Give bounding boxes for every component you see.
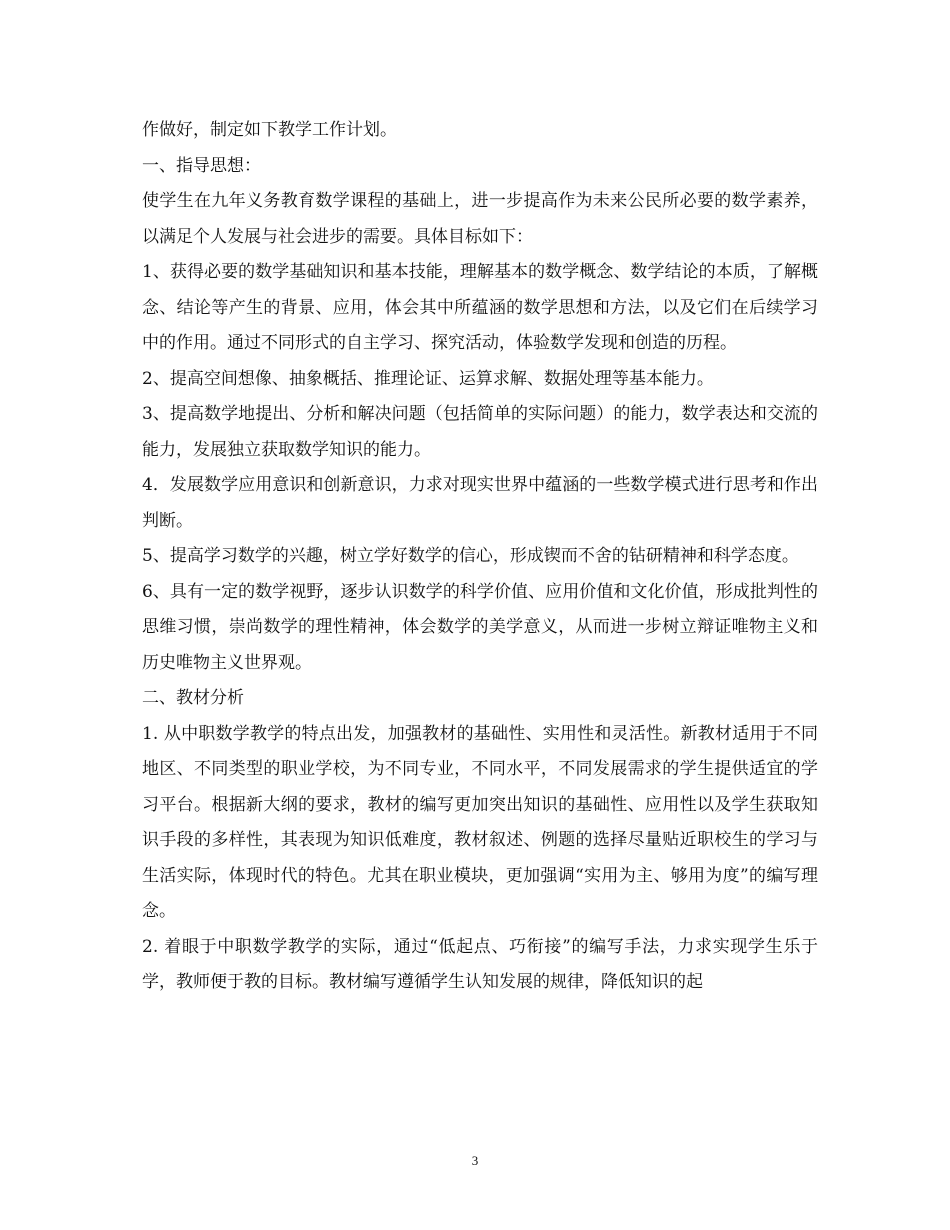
goal-item-3: 3、提高数学地提出、分析和解决问题（包括简单的实际问题）的能力，数学表达和交流的能力，发展独立获取数学知识的能力。 (142, 404, 818, 460)
heading-textbook-analysis: 二、教材分析 (142, 688, 244, 708)
page-body (142, 113, 818, 1001)
analysis-item-2: 2. 着眼于中职数学教学的实际，通过“低起点、巧衔接”的编写手法，力求实现学生乐于学，教师便于教的目标。教材编写遵循学生认知发展的规律，降低知识的起 (142, 936, 818, 992)
page-number: 3 (471, 1153, 479, 1168)
goal-item-2: 2、提高空间想像、抽象概括、推理论证、运算求解、数据处理等基本能力。 (142, 368, 714, 389)
goal-item-4: 4．发展数学应用意识和创新意识，力求对现实世界中蕴涵的一些数学模式进行思考和作出判断。 (142, 475, 818, 531)
heading-guiding-ideology: 一、指导思想： (142, 155, 261, 176)
paragraph-goal-intro: 使学生在九年义务教育数学课程的基础上，进一步提高作为未来公民所必要的数学素养，以满足个人发展与社会进步的需要。具体目标如下： (142, 191, 818, 247)
paragraph-continuation: 作做好，制定如下教学工作计划。 (142, 120, 397, 140)
analysis-item-1: 1. 从中职数学教学的特点出发，加强教材的基础性、实用性和灵活性。新教材适用于不同地区、不同类型的职业学校，为不同专业，不同水平，不同发展需求的学生提供适宜的学习平台。根据新大纲的要求，教材的编写更加突出知识的基础性、应用性以及学生获取知识手段的多样性，其表现为知识低难度，教材叙述、例题的选择尽量贴近职校生的学习与生活实际，体现时代的特色。尤其在职业模块，更加强调“实用为主、够用为度”的编写理念。 (142, 723, 818, 921)
goal-item-1: 1、获得必要的数学基础知识和基本技能，理解基本的数学概念、数学结论的本质，了解概念、结论等产生的背景、应用，体会其中所蕴涵的数学思想和方法，以及它们在后续学习中的作用。通过不同形式的自主学习、探究活动，体验数学发现和创造的历程。 (142, 262, 818, 353)
goal-item-5: 5、提高学习数学的兴趣，树立学好数学的信心，形成锲而不舍的钻研精神和科学态度。 (142, 546, 799, 566)
goal-item-6: 6、具有一定的数学视野，逐步认识数学的科学价值、应用价值和文化价值，形成批判性的思维习惯，崇尚数学的理性精神，体会数学的美学意义，从而进一步树立辩证唯物主义和历史唯物主义世界观。 (142, 581, 818, 673)
